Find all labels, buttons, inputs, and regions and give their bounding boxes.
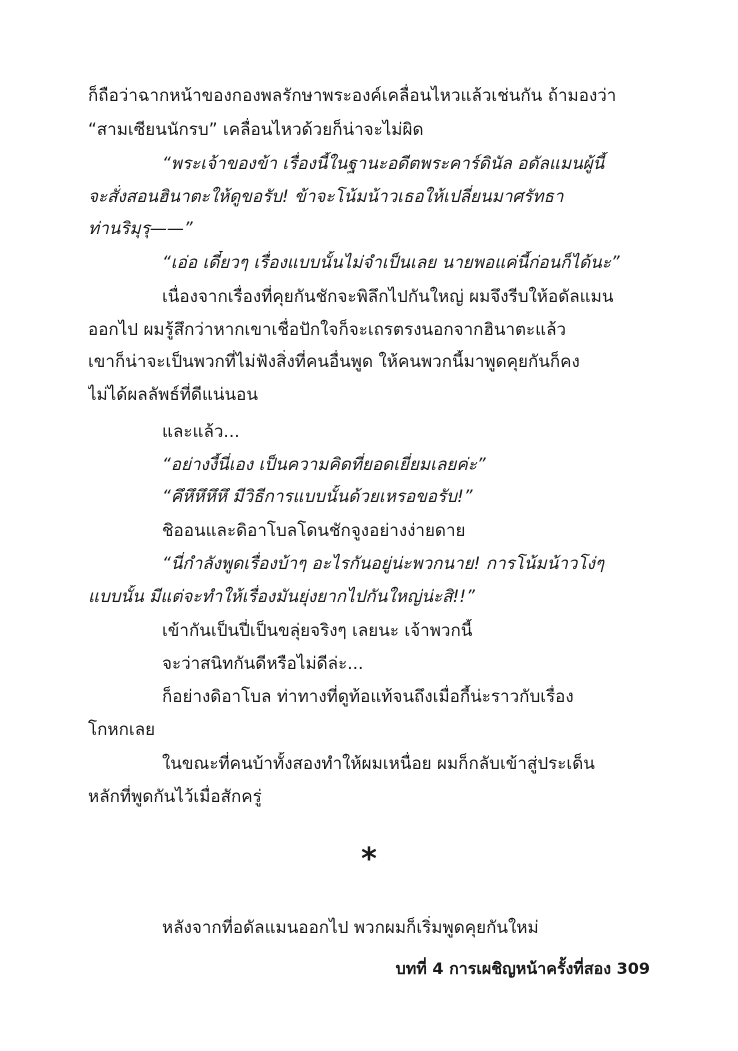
dialogue-line: “นี่กำลังพูดเรื่องบ้าๆ อะไรกันอยู่น่ะพวกนาย! การโน้มน้าวโง่ๆ <box>162 554 605 574</box>
text-line: หลังจากที่อดัลแมนออกไป พวกผมก็เริ่มพูดคุยกันใหม่ <box>162 918 539 938</box>
text-line: เข้ากันเป็นปี่เป็นขลุ่ยจริงๆ เลยนะ เจ้าพวกนี้ <box>162 621 473 641</box>
dialogue-line: ท่านริมุรุ——” <box>88 219 193 239</box>
text-line: ไม่ได้ผลลัพธ์ที่ดีแน่นอน <box>88 385 258 405</box>
text-line: ในขณะที่คนบ้าทั้งสองทำให้ผมเหนื่อย ผมก็กลับเข้าสู่ประเด็น <box>162 754 595 774</box>
text-line: เขาก็น่าจะเป็นพวกที่ไม่ฟังสิ่งที่คนอื่นพูด ให้คนพวกนี้มาพูดคุยกันก็คง <box>88 352 580 372</box>
text-line: ก็ถือว่าฉากหน้าของกองพลรักษาพระองค์เคลื่อนไหวแล้วเช่นกัน ถ้ามองว่า <box>88 86 617 106</box>
text-line: ออกไป ผมรู้สึกว่าหากเขาเชื่อปักใจก็จะเถรตรงนอกจากฮินาตะแล้ว <box>88 320 567 340</box>
scene-break-asterisk: * <box>361 842 377 877</box>
text-line: และแล้ว... <box>162 422 240 442</box>
dialogue-line: แบบนั้น มีแต่จะทำให้เรื่องมันยุ่งยากไปกันใหญ่น่ะสิ!!” <box>88 587 475 607</box>
text-line: ชิออนและดิอาโบลโดนชักจูงอย่างง่ายดาย <box>162 521 466 541</box>
dialogue-line: “คึหึหึหึหึ มีวิธีการแบบนั้นด้วยเหรอขอรับ!” <box>162 487 473 507</box>
dialogue-line: “พระเจ้าของข้า เรื่องนี้ในฐานะอดีตพระคาร์ดินัล อดัลแมนผู้นี้ <box>162 154 605 174</box>
text-line: จะว่าสนิทกันดีหรือไม่ดีล่ะ... <box>162 654 364 674</box>
dialogue-line: “เอ่อ เดี๋ยวๆ เรื่องแบบนั้นไม่จำเป็นเลย นายพอแค่นี้ก่อนก็ได้นะ” <box>162 253 620 273</box>
text-line: ก็อย่างดิอาโบล ท่าทางที่ดูท้อแท้จนถึงเมื่อกี้น่ะราวกับเรื่อง <box>162 687 574 707</box>
dialogue-line: จะสั่งสอนฮินาตะให้ดูขอรับ! ข้าจะโน้มน้าวเธอให้เปลี่ยนมาศรัทธา <box>88 187 564 207</box>
text-line: หลักที่พูดกันไว้เมื่อสักครู่ <box>88 787 262 807</box>
text-line: “สามเซียนนักรบ” เคลื่อนไหวด้วยก็น่าจะไม่ผิด <box>88 120 424 140</box>
text-line: โกหกเลย <box>88 720 156 740</box>
dialogue-line: “อย่างงี้นี่เอง เป็นความคิดที่ยอดเยี่ยมเลยค่ะ” <box>162 455 486 475</box>
text-line: เนื่องจากเรื่องที่คุยกันชักจะพิลึกไปกันใหญ่ ผมจึงรีบให้อดัลแมน <box>162 287 614 307</box>
page-footer: บทที่ 4 การเผชิญหน้าครั้งที่สอง 309 <box>395 959 650 978</box>
